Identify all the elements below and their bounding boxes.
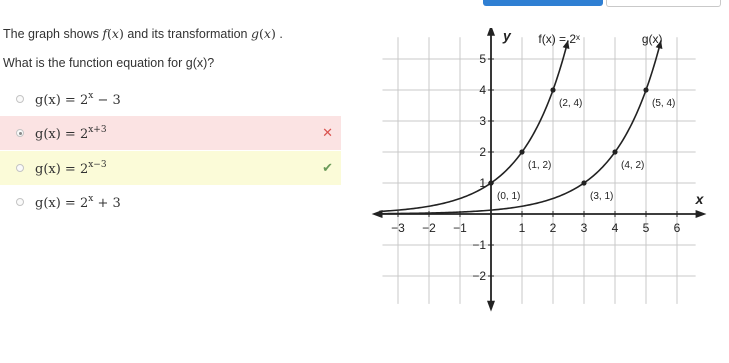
- point-label: (4, 2): [621, 160, 645, 171]
- choice-equation: $g(x) = 2^x - 3$: [35, 90, 121, 108]
- graph-curves: [379, 40, 662, 213]
- y-tick-label: 3: [479, 114, 486, 128]
- y-tick-label: −1: [472, 238, 486, 252]
- answer-choice-2[interactable]: [0, 116, 341, 150]
- x-tick-label: 3: [580, 221, 588, 235]
- prompt-text-end: .: [275, 27, 283, 41]
- primary-top-button[interactable]: [483, 0, 603, 6]
- f-of-x: f(x): [102, 26, 124, 41]
- data-point: [643, 87, 648, 92]
- x-tick-label: 4: [611, 221, 619, 235]
- point-label: (3, 1): [590, 191, 614, 202]
- x-axis-arrow-right: [696, 210, 707, 218]
- g-of-x: g(x): [251, 26, 276, 41]
- y-tick-label: 1: [479, 176, 486, 190]
- data-point: [581, 180, 586, 185]
- data-point: [612, 149, 617, 154]
- y-axis-arrow-up: [487, 28, 495, 36]
- data-point: [550, 87, 555, 92]
- point-label: (2, 4): [559, 98, 583, 109]
- x-tick-label: 5: [642, 221, 650, 235]
- radio-button[interactable]: [16, 129, 24, 137]
- incorrect-x-icon: ✕: [322, 125, 333, 140]
- x-tick-label: −1: [453, 221, 467, 235]
- y-tick-label: 2: [479, 145, 486, 159]
- graph: [369, 28, 719, 328]
- y-tick-label: −2: [472, 269, 486, 283]
- radio-button[interactable]: [16, 164, 24, 172]
- y-axis-arrow-down: [487, 301, 495, 312]
- x-axis-label: x: [695, 191, 704, 207]
- x-tick-label: −3: [391, 221, 405, 235]
- data-point: [519, 149, 524, 154]
- choice-equation: $g(x) = 2^{x+3}$: [35, 124, 107, 142]
- y-axis-label: y: [503, 28, 511, 44]
- choice-equation: $g(x) = 2^x + 3$: [35, 193, 121, 211]
- question-prompt: [3, 26, 283, 41]
- series-label: f(x) = 2ˣ: [538, 32, 581, 46]
- point-label: (1, 2): [528, 160, 552, 171]
- point-label: (0, 1): [497, 191, 521, 202]
- series-label: g(x): [641, 32, 663, 46]
- y-tick-label: 4: [479, 83, 486, 97]
- answer-choice-1[interactable]: [0, 82, 341, 116]
- x-tick-label: −2: [422, 221, 436, 235]
- data-point: [488, 180, 493, 185]
- prompt-text-mid: and its transformation: [123, 27, 251, 41]
- x-tick-label: 2: [549, 221, 557, 235]
- answer-choice-4[interactable]: [0, 185, 341, 219]
- series-curve-2: [379, 40, 661, 213]
- choice-equation: $g(x) = 2^{x-3}$: [35, 159, 107, 177]
- secondary-top-button[interactable]: [606, 0, 721, 7]
- prompt-text-start: The graph shows: [3, 27, 103, 41]
- point-label: (5, 4): [652, 98, 676, 109]
- radio-button[interactable]: [16, 198, 24, 206]
- x-tick-label: 1: [518, 221, 526, 235]
- radio-button[interactable]: [16, 95, 24, 103]
- question-text: What is the function equation for g(x)?: [3, 56, 215, 70]
- series-curve-1: [379, 40, 568, 211]
- answer-choice-3[interactable]: [0, 151, 341, 185]
- y-tick-label: 5: [479, 52, 486, 66]
- correct-check-icon: ✔: [322, 160, 333, 175]
- x-tick-label: 6: [673, 221, 681, 235]
